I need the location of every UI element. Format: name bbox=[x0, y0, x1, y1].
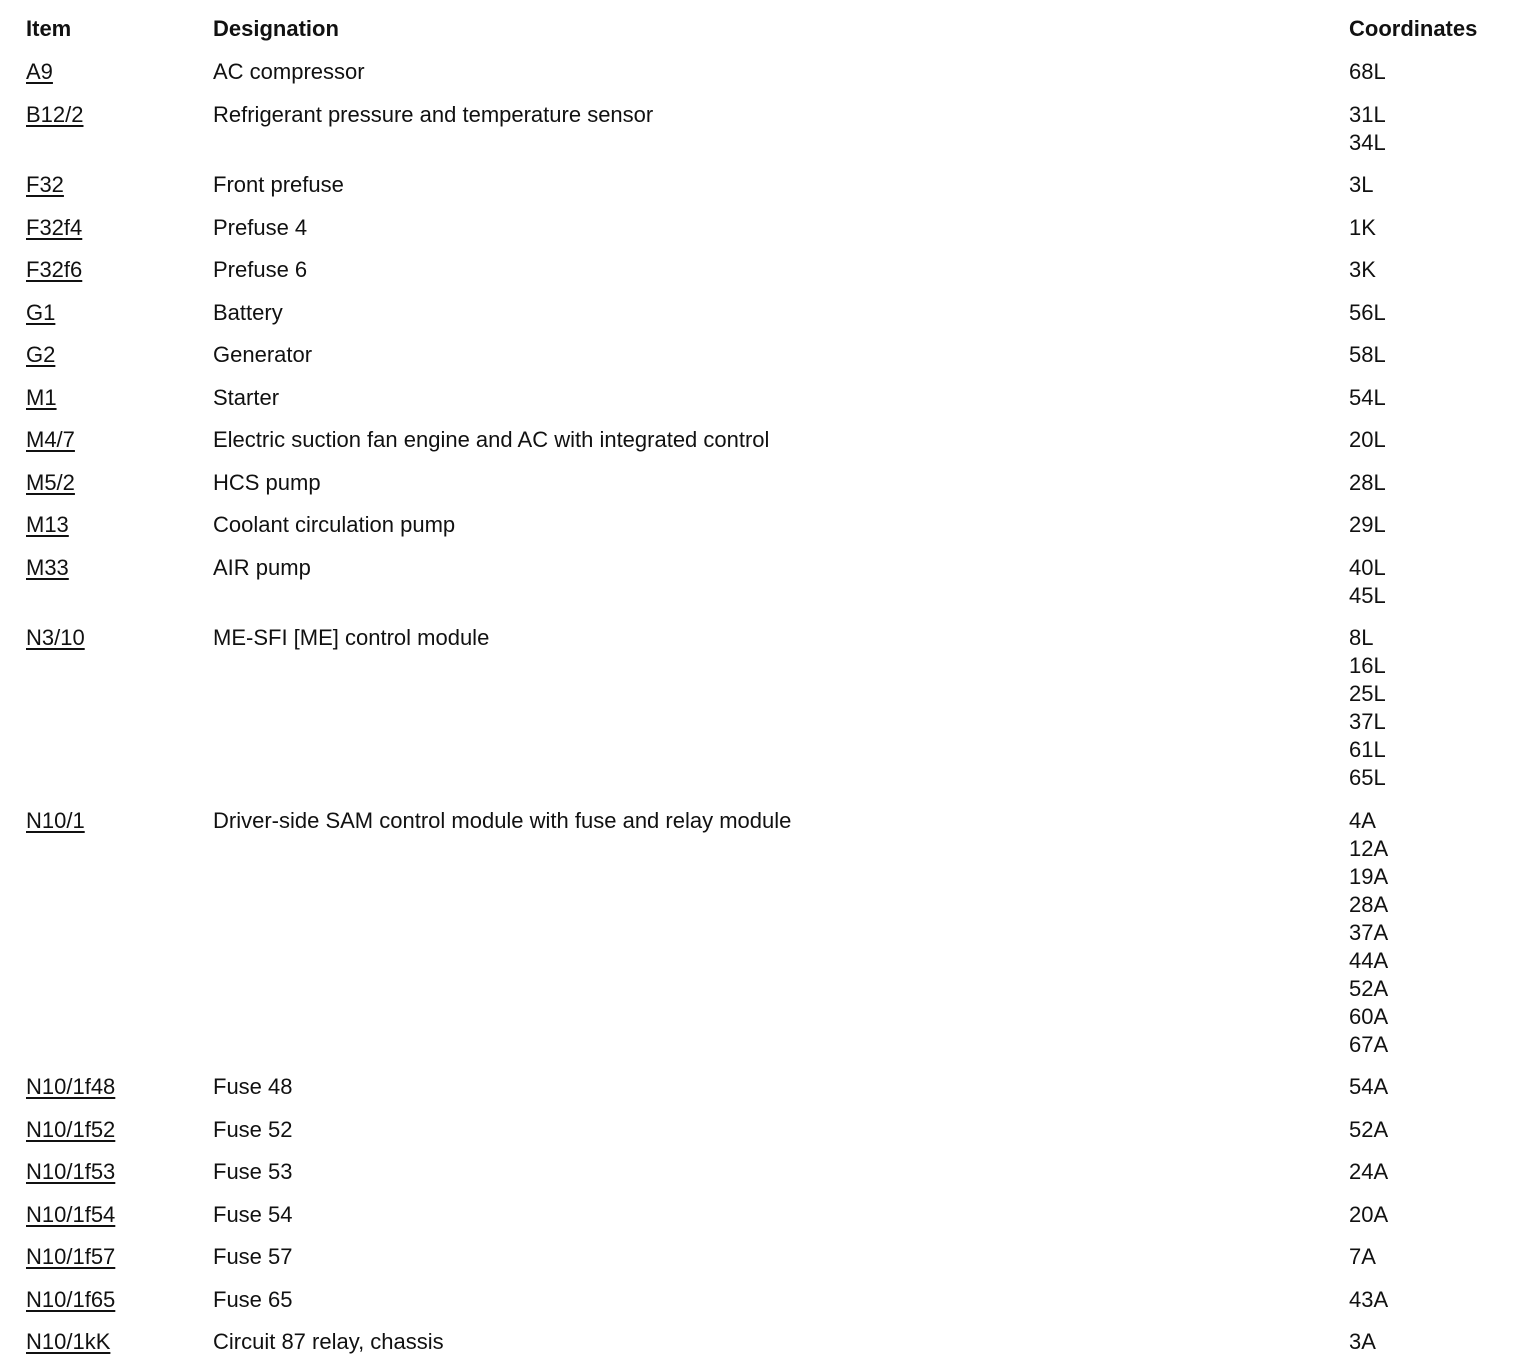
item-cell bbox=[26, 426, 213, 469]
item-link[interactable]: A9 bbox=[26, 59, 53, 84]
designation-cell: Fuse 52 bbox=[213, 1116, 293, 1142]
designation-cell: ME-SFI [ME] control module bbox=[213, 625, 490, 650]
table-row bbox=[26, 214, 1506, 257]
coordinate-value: 34L bbox=[1349, 129, 1386, 155]
item-link[interactable]: N10/1f65 bbox=[26, 1286, 116, 1312]
designation-cell: Generator bbox=[213, 342, 313, 367]
table-row bbox=[26, 299, 1506, 342]
coordinate-value: 1K bbox=[1349, 214, 1376, 240]
table-row bbox=[26, 171, 1506, 214]
coordinates-cell bbox=[1349, 1073, 1506, 1116]
coordinate-value: 52A bbox=[1349, 1116, 1389, 1142]
coordinate-value: 37A bbox=[1349, 919, 1389, 945]
coordinates-cell bbox=[1349, 58, 1506, 101]
item-link[interactable]: G2 bbox=[26, 342, 56, 367]
coordinate-value: 3A bbox=[1349, 1329, 1376, 1354]
coordinates-cell bbox=[1349, 299, 1506, 342]
item-link[interactable]: M13 bbox=[26, 512, 69, 537]
item-link[interactable]: M1 bbox=[26, 384, 57, 410]
table-row bbox=[26, 256, 1506, 299]
coordinate-value: 65L bbox=[1349, 765, 1386, 790]
coordinates-cell bbox=[1349, 101, 1506, 172]
designation-cell: Driver-side SAM control module with fuse and relay module bbox=[213, 807, 792, 833]
coordinate-value: 16L bbox=[1349, 653, 1386, 678]
item-link[interactable]: N10/1 bbox=[26, 807, 85, 833]
item-link[interactable]: F32f6 bbox=[26, 257, 83, 282]
table-row bbox=[26, 624, 1506, 807]
column-header-item: Item bbox=[26, 16, 72, 41]
coordinate-value: 54L bbox=[1349, 384, 1386, 410]
table-row bbox=[26, 58, 1506, 101]
item-cell bbox=[26, 469, 213, 512]
header-row bbox=[26, 15, 1506, 58]
coordinates-cell bbox=[1349, 341, 1506, 384]
coordinate-value: 60A bbox=[1349, 1003, 1389, 1029]
table-row bbox=[26, 807, 1506, 1074]
coordinate-value: 19A bbox=[1349, 863, 1389, 889]
coordinates-cell bbox=[1349, 1328, 1506, 1371]
coordinate-value: 25L bbox=[1349, 681, 1386, 706]
coordinate-value: 29L bbox=[1349, 512, 1386, 537]
item-cell bbox=[26, 1073, 213, 1116]
coordinate-value: 4A bbox=[1349, 807, 1376, 833]
designation-cell: Coolant circulation pump bbox=[213, 512, 456, 537]
coordinate-value: 28A bbox=[1349, 891, 1389, 917]
item-cell bbox=[26, 511, 213, 554]
table-row bbox=[26, 341, 1506, 384]
table-row bbox=[26, 511, 1506, 554]
table-row bbox=[26, 1158, 1506, 1201]
table-row bbox=[26, 469, 1506, 512]
item-link[interactable]: N10/1f53 bbox=[26, 1159, 116, 1184]
designation-cell: Circuit 87 relay, chassis bbox=[213, 1329, 444, 1354]
item-cell bbox=[26, 1158, 213, 1201]
coordinates-cell bbox=[1349, 1243, 1506, 1286]
coordinates-cell bbox=[1349, 1116, 1506, 1159]
item-cell bbox=[26, 1243, 213, 1286]
coordinate-value: 67A bbox=[1349, 1031, 1389, 1057]
designation-cell: AC compressor bbox=[213, 59, 365, 84]
coordinates-cell bbox=[1349, 256, 1506, 299]
item-link[interactable]: G1 bbox=[26, 299, 56, 325]
coordinate-value: 28L bbox=[1349, 469, 1386, 495]
coordinates-cell bbox=[1349, 214, 1506, 257]
item-cell bbox=[26, 256, 213, 299]
coordinates-cell bbox=[1349, 469, 1506, 512]
designation-cell: Fuse 54 bbox=[213, 1201, 293, 1227]
item-cell bbox=[26, 1286, 213, 1329]
designation-cell: Starter bbox=[213, 384, 280, 410]
coordinate-value: 12A bbox=[1349, 835, 1389, 861]
item-link[interactable]: N10/1f52 bbox=[26, 1116, 116, 1142]
designation-cell: AIR pump bbox=[213, 554, 311, 580]
component-legend-table bbox=[26, 15, 1506, 1371]
item-link[interactable]: M33 bbox=[26, 554, 69, 580]
coordinate-value: 20A bbox=[1349, 1201, 1389, 1227]
coordinates-cell bbox=[1349, 1158, 1506, 1201]
item-cell bbox=[26, 299, 213, 342]
coordinate-value: 68L bbox=[1349, 59, 1386, 84]
coordinate-value: 3L bbox=[1349, 172, 1374, 197]
coordinates-cell bbox=[1349, 426, 1506, 469]
item-cell bbox=[26, 1328, 213, 1371]
item-cell bbox=[26, 1201, 213, 1244]
table-row bbox=[26, 554, 1506, 625]
coordinates-cell bbox=[1349, 554, 1506, 625]
coordinate-value: 52A bbox=[1349, 975, 1389, 1001]
designation-cell: Fuse 57 bbox=[213, 1244, 293, 1269]
coordinate-value: 20L bbox=[1349, 427, 1386, 452]
item-cell bbox=[26, 101, 213, 172]
table-row bbox=[26, 101, 1506, 172]
coordinates-cell bbox=[1349, 171, 1506, 214]
coordinates-cell bbox=[1349, 1201, 1506, 1244]
item-link[interactable]: N10/1f57 bbox=[26, 1244, 116, 1269]
designation-cell: Fuse 48 bbox=[213, 1074, 293, 1099]
table-row bbox=[26, 1201, 1506, 1244]
coordinate-value: 40L bbox=[1349, 554, 1386, 580]
item-link[interactable]: F32 bbox=[26, 172, 64, 197]
table-row bbox=[26, 426, 1506, 469]
coordinate-value: 58L bbox=[1349, 342, 1386, 367]
item-link[interactable]: F32f4 bbox=[26, 214, 83, 240]
designation-cell: HCS pump bbox=[213, 469, 321, 495]
item-cell bbox=[26, 807, 213, 1074]
item-cell bbox=[26, 171, 213, 214]
item-link[interactable]: M4/7 bbox=[26, 427, 75, 452]
coordinate-value: 45L bbox=[1349, 582, 1386, 608]
table-row bbox=[26, 384, 1506, 427]
designation-cell: Fuse 65 bbox=[213, 1286, 293, 1312]
coordinate-value: 7A bbox=[1349, 1244, 1376, 1269]
coordinate-value: 61L bbox=[1349, 737, 1386, 762]
table-row bbox=[26, 1328, 1506, 1371]
designation-cell: Fuse 53 bbox=[213, 1159, 293, 1184]
coordinates-cell bbox=[1349, 807, 1506, 1074]
table-row bbox=[26, 1073, 1506, 1116]
item-link[interactable]: N10/1kK bbox=[26, 1329, 111, 1354]
item-link[interactable]: M5/2 bbox=[26, 469, 75, 495]
table-row bbox=[26, 1116, 1506, 1159]
item-link[interactable]: B12/2 bbox=[26, 101, 84, 127]
coordinate-value: 31L bbox=[1349, 101, 1386, 127]
item-cell bbox=[26, 384, 213, 427]
coordinate-value: 3K bbox=[1349, 257, 1376, 282]
item-cell bbox=[26, 554, 213, 625]
coordinate-value: 44A bbox=[1349, 947, 1389, 973]
coordinate-value: 24A bbox=[1349, 1159, 1389, 1184]
coordinate-value: 8L bbox=[1349, 625, 1374, 650]
item-link[interactable]: N10/1f48 bbox=[26, 1074, 116, 1099]
item-link[interactable]: N3/10 bbox=[26, 625, 85, 650]
designation-cell: Front prefuse bbox=[213, 172, 344, 197]
coordinates-cell bbox=[1349, 1286, 1506, 1329]
designation-cell: Refrigerant pressure and temperature sensor bbox=[213, 101, 654, 127]
item-cell bbox=[26, 624, 213, 807]
item-link[interactable]: N10/1f54 bbox=[26, 1201, 116, 1227]
table-row bbox=[26, 1286, 1506, 1329]
table-row bbox=[26, 1243, 1506, 1286]
coordinates-cell bbox=[1349, 384, 1506, 427]
item-cell bbox=[26, 1116, 213, 1159]
coordinates-cell bbox=[1349, 624, 1506, 807]
coordinate-value: 56L bbox=[1349, 299, 1386, 325]
item-cell bbox=[26, 214, 213, 257]
designation-cell: Prefuse 6 bbox=[213, 257, 308, 282]
coordinate-value: 54A bbox=[1349, 1074, 1389, 1099]
designation-cell: Prefuse 4 bbox=[213, 214, 308, 240]
designation-cell: Battery bbox=[213, 299, 283, 325]
legend-body bbox=[26, 58, 1506, 1371]
item-cell bbox=[26, 341, 213, 384]
coordinate-value: 43A bbox=[1349, 1286, 1389, 1312]
coordinates-cell bbox=[1349, 511, 1506, 554]
column-header-coordinates: Coordinates bbox=[1349, 16, 1478, 41]
item-cell bbox=[26, 58, 213, 101]
coordinate-value: 37L bbox=[1349, 709, 1386, 734]
column-header-designation: Designation bbox=[213, 16, 339, 41]
designation-cell: Electric suction fan engine and AC with integrated control bbox=[213, 427, 770, 452]
